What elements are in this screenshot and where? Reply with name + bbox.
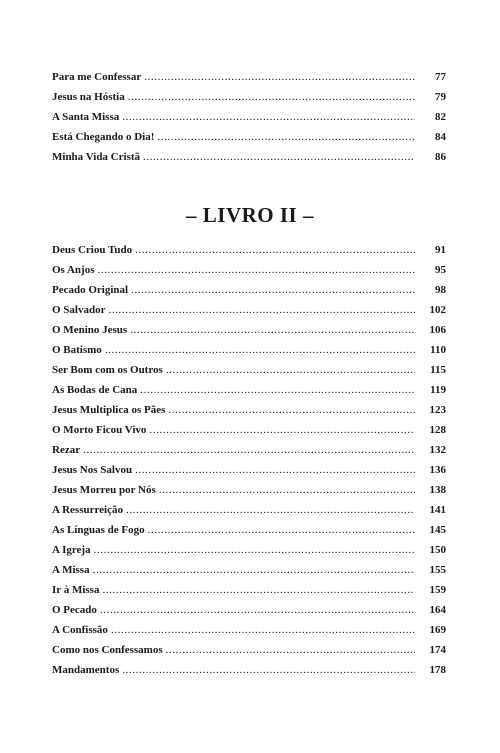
dot-leader — [168, 400, 415, 420]
toc-entry — [52, 500, 446, 520]
toc-entry-page-number: 132 — [429, 444, 446, 456]
toc-entry-title: Está Chegando o Dia! — [52, 131, 155, 143]
dot-leader — [166, 640, 415, 660]
toc-entry — [52, 660, 446, 680]
dot-leader — [131, 280, 415, 300]
toc-entry-page-number: 86 — [435, 151, 446, 163]
dot-leader — [102, 580, 415, 600]
dot-leader — [166, 360, 415, 380]
toc-entry — [52, 127, 446, 147]
toc-entry — [52, 280, 446, 300]
toc-entry — [52, 107, 446, 127]
dot-leader — [144, 67, 415, 87]
toc-entry-title: O Batismo — [52, 344, 102, 356]
dot-leader — [122, 660, 415, 680]
toc-entry — [52, 380, 446, 400]
toc-entry — [52, 147, 446, 167]
toc-entry-page-number: 77 — [435, 71, 446, 83]
toc-entry-title: A Confissão — [52, 624, 108, 636]
toc-entry-page-number: 128 — [429, 424, 446, 436]
toc-entry — [52, 340, 446, 360]
toc-entry — [52, 67, 446, 87]
toc-entry-page-number: 84 — [435, 131, 446, 143]
table-of-contents-part-2 — [52, 240, 446, 680]
toc-entry-page-number: 150 — [429, 544, 446, 556]
toc-entry-title: Mandamentos — [52, 664, 120, 676]
toc-entry-title: Os Anjos — [52, 264, 95, 276]
dot-leader — [143, 147, 415, 167]
dot-leader — [83, 440, 415, 460]
dot-leader — [157, 127, 415, 147]
dot-leader — [149, 420, 415, 440]
toc-entry-page-number: 110 — [430, 344, 446, 356]
toc-entry-title: Ir à Missa — [52, 584, 100, 596]
toc-entry-title: Jesus na Hóstia — [52, 91, 125, 103]
dot-leader — [148, 520, 415, 540]
toc-entry-title: A Igreja — [52, 544, 91, 556]
toc-entry-page-number: 138 — [429, 484, 446, 496]
toc-entry-title: O Salvador — [52, 304, 106, 316]
toc-entry-page-number: 178 — [429, 664, 446, 676]
toc-entry-page-number: 91 — [435, 244, 446, 256]
toc-entry — [52, 540, 446, 560]
dot-leader — [105, 340, 415, 360]
toc-entry-title: O Menino Jesus — [52, 324, 128, 336]
toc-entry-page-number: 119 — [430, 384, 446, 396]
toc-entry-page-number: 136 — [429, 464, 446, 476]
dot-leader — [130, 320, 415, 340]
dot-leader — [100, 600, 415, 620]
toc-entry — [52, 460, 446, 480]
toc-entry-title: As Bodas de Cana — [52, 384, 138, 396]
toc-entry-title: O Pecado — [52, 604, 97, 616]
toc-entry-title: Jesus Multiplica os Pães — [52, 404, 166, 416]
dot-leader — [122, 107, 415, 127]
toc-entry — [52, 240, 446, 260]
toc-entry-page-number: 82 — [435, 111, 446, 123]
toc-entry-page-number: 123 — [429, 404, 446, 416]
toc-entry-page-number: 155 — [429, 564, 446, 576]
toc-entry-title: O Morto Ficou Vivo — [52, 424, 147, 436]
toc-entry-page-number: 164 — [429, 604, 446, 616]
dot-leader — [128, 87, 415, 107]
section-heading: – LIVRO II – — [186, 203, 314, 227]
toc-entry-page-number: 95 — [435, 264, 446, 276]
toc-entry — [52, 87, 446, 107]
toc-entry — [52, 260, 446, 280]
dot-leader — [135, 240, 415, 260]
toc-entry-page-number: 115 — [430, 364, 446, 376]
toc-entry-title: As Línguas de Fogo — [52, 524, 145, 536]
toc-entry — [52, 440, 446, 460]
toc-entry — [52, 420, 446, 440]
toc-entry-title: A Ressurreição — [52, 504, 123, 516]
toc-entry-title: Como nos Confessamos — [52, 644, 163, 656]
toc-entry-title: Ser Bom com os Outros — [52, 364, 163, 376]
toc-entry-page-number: 102 — [429, 304, 446, 316]
toc-entry-page-number: 174 — [429, 644, 446, 656]
toc-entry-title: A Missa — [52, 564, 90, 576]
dot-leader — [93, 560, 415, 580]
toc-entry-title: A Santa Missa — [52, 111, 120, 123]
dot-leader — [126, 500, 415, 520]
toc-entry — [52, 480, 446, 500]
toc-entry — [52, 520, 446, 540]
dot-leader — [140, 380, 415, 400]
toc-entry-title: Deus Criou Tudo — [52, 244, 133, 256]
toc-entry-title: Pecado Original — [52, 284, 129, 296]
toc-entry-title: Rezar — [52, 444, 81, 456]
toc-entry — [52, 360, 446, 380]
toc-entry-page-number: 141 — [429, 504, 446, 516]
toc-entry — [52, 300, 446, 320]
toc-entry — [52, 620, 446, 640]
table-of-contents-part-1 — [52, 67, 446, 167]
dot-leader — [135, 460, 415, 480]
toc-entry-page-number: 79 — [435, 91, 446, 103]
toc-entry-page-number: 145 — [429, 524, 446, 536]
toc-entry-page-number: 98 — [435, 284, 446, 296]
toc-entry — [52, 600, 446, 620]
toc-entry-title: Para me Confessar — [52, 71, 142, 83]
toc-entry — [52, 640, 446, 660]
toc-entry-page-number: 106 — [429, 324, 446, 336]
dot-leader — [94, 540, 415, 560]
toc-entry-page-number: 169 — [429, 624, 446, 636]
toc-entry — [52, 320, 446, 340]
toc-entry — [52, 560, 446, 580]
toc-entry-title: Minha Vida Cristã — [52, 151, 141, 163]
dot-leader — [108, 300, 415, 320]
toc-entry-title: Jesus Nos Salvou — [52, 464, 133, 476]
toc-entry — [52, 580, 446, 600]
dot-leader — [98, 260, 416, 280]
toc-entry — [52, 400, 446, 420]
dot-leader — [111, 620, 415, 640]
toc-entry-page-number: 159 — [429, 584, 446, 596]
dot-leader — [159, 480, 415, 500]
toc-entry-title: Jesus Morreu por Nós — [52, 484, 156, 496]
